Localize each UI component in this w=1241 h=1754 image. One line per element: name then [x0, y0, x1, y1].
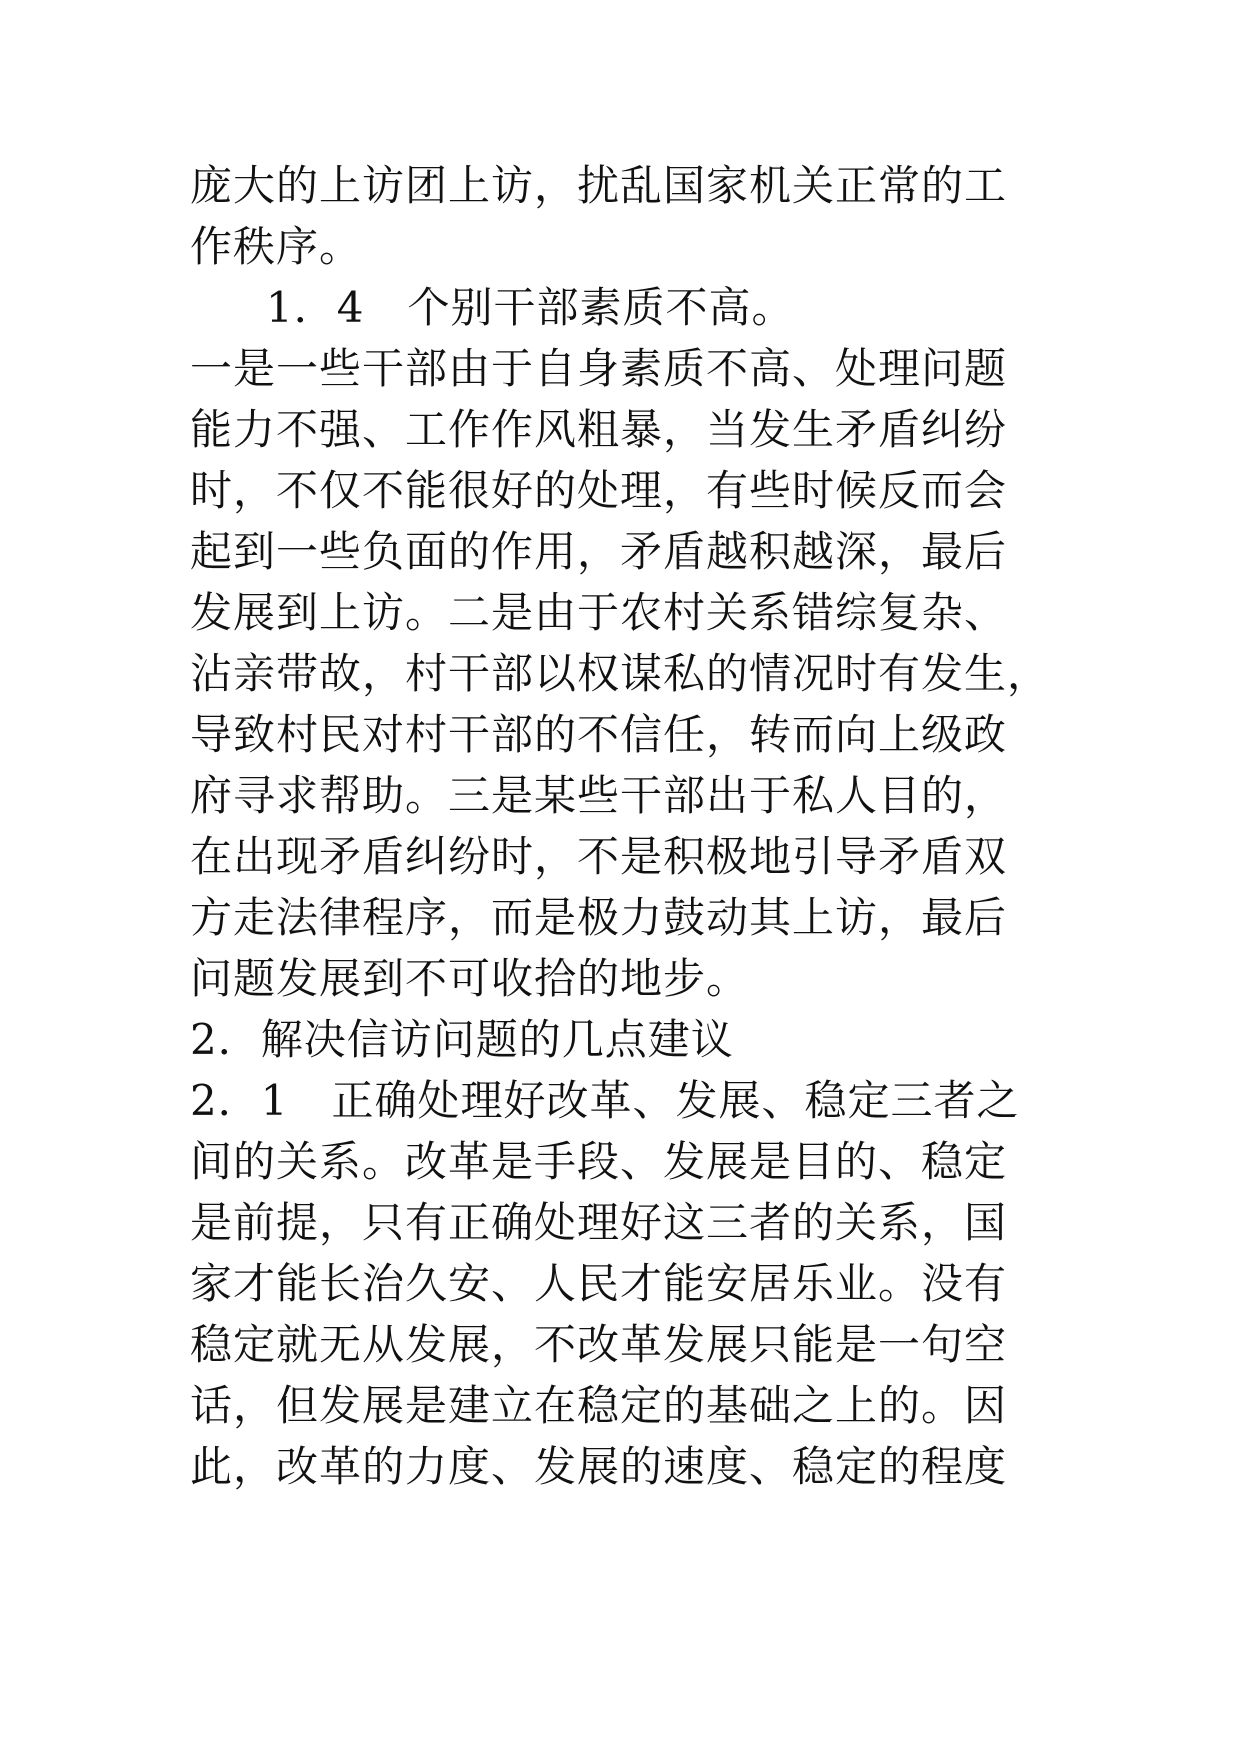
- text-line: 导致村民对村干部的不信任，转而向上级政: [190, 710, 1008, 759]
- section-heading-1-4: 1．4 个别干部素质不高。: [266, 283, 795, 332]
- document-body: [190, 155, 1070, 1497]
- text-line: 在出现矛盾纠纷时，不是积极地引导矛盾双: [190, 832, 1008, 881]
- text-line: 一是一些干部由于自身素质不高、处理问题: [190, 344, 1008, 393]
- text-line: 起到一些负面的作用，矛盾越积越深，最后: [190, 527, 1008, 576]
- text-line: 稳定就无从发展，不改革发展只能是一句空: [190, 1320, 1008, 1369]
- text-line: 此，改革的力度、发展的速度、稳定的程度: [190, 1442, 1008, 1491]
- text-line: 沾亲带故，村干部以权谋私的情况时有发生，: [190, 649, 1051, 698]
- text-line: 间的关系。改革是手段、发展是目的、稳定: [190, 1137, 1008, 1186]
- text-line: 作秩序。: [190, 222, 363, 271]
- text-line: 是前提，只有正确处理好这三者的关系，国: [190, 1198, 1008, 1247]
- text-line: 时，不仅不能很好的处理，有些时候反而会: [190, 466, 1008, 515]
- text-line: 发展到上访。二是由于农村关系错综复杂、: [190, 588, 1008, 637]
- section-heading-2: 2．解决信访问题的几点建议: [190, 1015, 734, 1064]
- text-line: 家才能长治久安、人民才能安居乐业。没有: [190, 1259, 1008, 1308]
- text-line: 庞大的上访团上访，扰乱国家机关正常的工: [190, 161, 1008, 210]
- text-line: 话，但发展是建立在稳定的基础之上的。因: [190, 1381, 1008, 1430]
- text-line: 府寻求帮助。三是某些干部出于私人目的，: [190, 771, 1008, 820]
- section-heading-2-1: 2．1 正确处理好改革、发展、稳定三者之: [190, 1076, 1020, 1125]
- text-line: 方走法律程序，而是极力鼓动其上访，最后: [190, 893, 1008, 942]
- text-line: 问题发展到不可收拾的地步。: [190, 954, 750, 1003]
- text-line: 能力不强、工作作风粗暴，当发生矛盾纠纷: [190, 405, 1008, 454]
